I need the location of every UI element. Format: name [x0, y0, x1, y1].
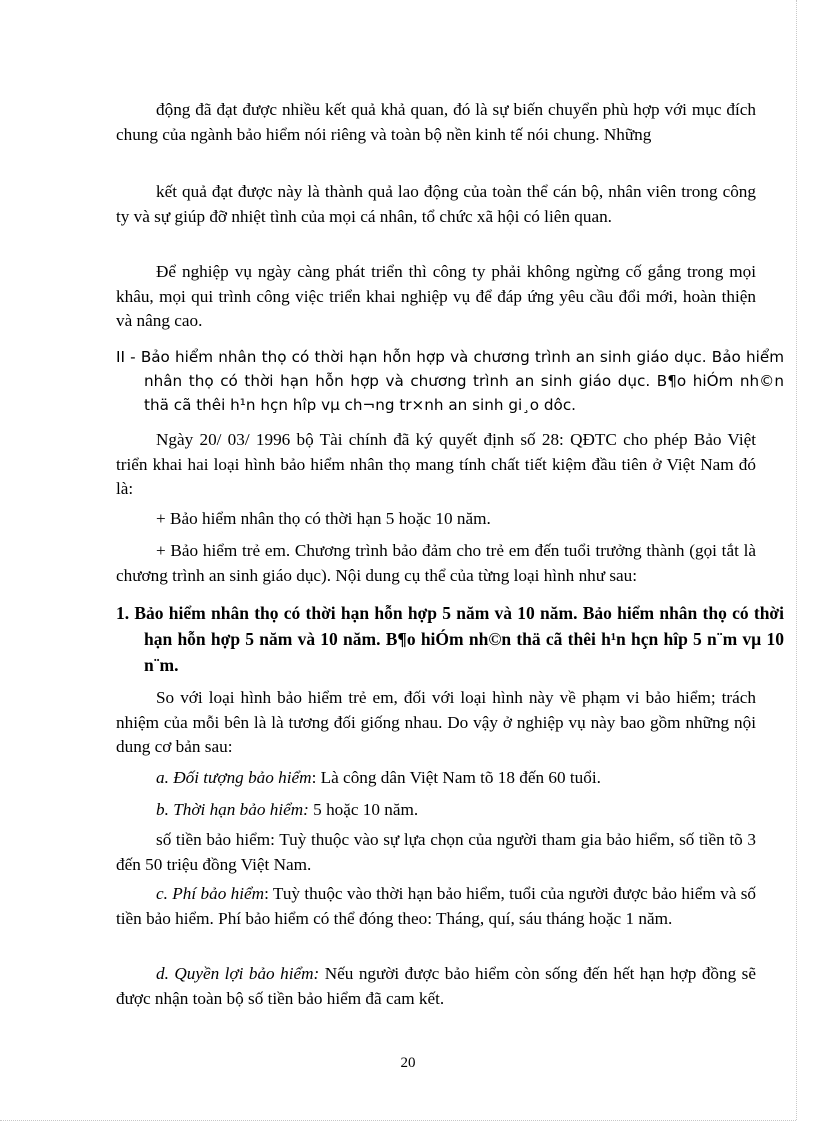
paragraph-4: Ngày 20/ 03/ 1996 bộ Tài chính đã ký quyết định số 28: QĐTC cho phép Bảo Việt triển khai hai loại hình bảo hiểm nhân thọ mang tính chất tiết kiệm đầu tiên ở Việt Nam đó là:	[116, 430, 756, 498]
item-c-label: c. Phí bảo hiểm	[156, 884, 265, 903]
paragraph-11	[116, 882, 756, 931]
paragraph-5: + Bảo hiểm nhân thọ có thời hạn 5 hoặc 10 năm.	[156, 509, 491, 528]
paragraph-7: So với loại hình bảo hiểm trẻ em, đối với loại hình này về phạm vi bảo hiểm; trách nhiệm của mỗi bên là là tương đối giống nhau. Do vậy ở nghiệp vụ này bao gồm những nội dung cơ bản sau:	[116, 688, 756, 756]
paragraph-1: động đã đạt được nhiều kết quả khả quan, đó là sự biến chuyển phù hợp với mục đích chung của ngành bảo hiểm nói riêng và toàn bộ nền kinh tế nói chung. Những	[116, 100, 756, 144]
item-b-text: 5 hoặc 10 năm.	[308, 800, 419, 819]
paragraph-3: Để nghiệp vụ ngày càng phát triển thì công ty phải không ngừng cố gắng trong mọi khâu, mọi qui trình công việc triển khai nghiệp vụ để đáp ứng yêu cầu đổi mới, hoàn thiện và nâng cao.	[116, 262, 756, 330]
paragraph-10: số tiền bảo hiểm: Tuỳ thuộc vào sự lựa chọn của người tham gia bảo hiểm, số tiền tõ 3 đến 50 triệu đồng Việt Nam.	[116, 830, 756, 874]
page-border-bottom	[0, 1120, 796, 1121]
item-d-label: d. Quyền lợi bảo hiểm:	[156, 964, 320, 983]
paragraph-2: kết quả đạt được này là thành quả lao động của toàn thể cán bộ, nhân viên trong công ty và sự giúp đỡ nhiệt tình của mọi cá nhân, tổ chức xã hội có liên quan.	[116, 182, 756, 226]
section-heading-2: II - Bảo hiểm nhân thọ có thời hạn hỗn hợp và chương trình an sinh giáo dục. Bảo hiểm nhân thọ có thời hạn hỗn hợp và chương trình an sinh giáo dục. B¶o hiÓm nh©n thä cã thêi h¹n hçn hîp vµ ch¬ng tr×nh an sinh gi¸o dôc.	[116, 348, 784, 414]
paragraph-8	[116, 766, 756, 791]
item-b-label: b. Thời hạn bảo hiểm:	[156, 800, 309, 819]
paragraph-9	[116, 798, 756, 823]
item-c-text: : Tuỳ thuộc vào thời hạn bảo hiểm, tuổi của người được bảo hiểm và số tiền bảo hiểm. Phí bảo hiểm có thể đóng theo: Tháng, quí, sáu tháng hoặc 1 năm.	[116, 884, 756, 928]
page-number: 20	[400, 1055, 416, 1071]
item-a-label: a. Đối tượng bảo hiểm	[156, 768, 312, 787]
heading-1: 1. Bảo hiểm nhân thọ có thời hạn hỗn hợp 5 năm và 10 năm. Bảo hiểm nhân thọ có thời hạn hỗn hợp 5 năm và 10 năm. B¶o hiÓm nh©n thä cã thêi h¹n hçn hîp 5 n¨m vµ 10 n¨m.	[116, 603, 784, 675]
paragraph-12	[116, 962, 756, 1011]
paragraph-6: + Bảo hiểm trẻ em. Chương trình bảo đảm cho trẻ em đến tuổi trưởng thành (gọi tắt là chương trình an sinh giáo dục). Nội dung cụ thể của từng loại hình như sau:	[116, 541, 756, 585]
item-d-text: Nếu người được bảo hiểm còn sống đến hết hạn hợp đồng sẽ được nhận toàn bộ số tiền bảo hiểm đã cam kết.	[116, 964, 756, 1008]
page-border-right	[796, 0, 797, 1120]
item-a-text: : Là công dân Việt Nam tõ 18 đến 60 tuổi.	[311, 768, 601, 787]
